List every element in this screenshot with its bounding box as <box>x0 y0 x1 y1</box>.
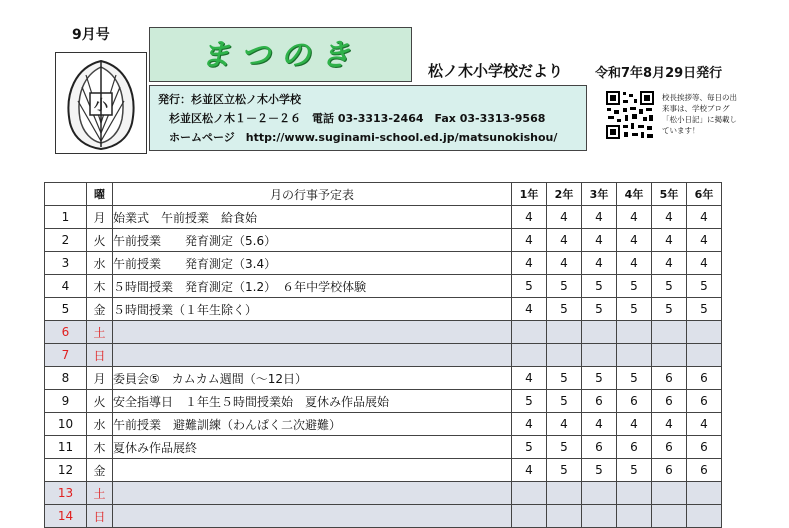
period-count-cell: 5 <box>582 459 617 482</box>
period-count-cell: 4 <box>512 229 547 252</box>
table-row <box>45 252 722 275</box>
event-cell <box>113 459 512 482</box>
period-count-cell: 6 <box>582 390 617 413</box>
period-count-cell: 5 <box>617 298 652 321</box>
day-cell: 5 <box>45 298 87 321</box>
table-header-row <box>45 183 722 206</box>
period-count-cell: 5 <box>617 367 652 390</box>
day-cell: 13 <box>45 482 87 505</box>
weekday-cell: 月 <box>87 367 113 390</box>
period-count-cell: 4 <box>547 252 582 275</box>
period-count-cell <box>547 321 582 344</box>
period-count-cell <box>652 344 687 367</box>
period-count-cell: 4 <box>512 298 547 321</box>
period-count-cell: 5 <box>512 275 547 298</box>
period-count-cell <box>582 505 617 528</box>
event-cell: 午前授業 避難訓練（わんぱく二次避難） <box>113 413 512 436</box>
weekday-cell: 水 <box>87 413 113 436</box>
weekday-cell: 土 <box>87 321 113 344</box>
table-row <box>45 390 722 413</box>
newsletter-title: まつのき <box>200 38 361 73</box>
grade-column-header: 2年 <box>547 183 582 206</box>
day-cell: 6 <box>45 321 87 344</box>
period-count-cell: 4 <box>687 252 722 275</box>
period-count-cell: 4 <box>652 229 687 252</box>
homepage-line: ホームページ http://www.suginami-school.ed.jp/matsunokishou/ <box>158 131 558 144</box>
svg-text:小: 小 <box>94 98 108 114</box>
period-count-cell: 5 <box>582 367 617 390</box>
period-count-cell: 4 <box>547 229 582 252</box>
period-count-cell <box>687 505 722 528</box>
period-count-cell: 6 <box>687 436 722 459</box>
period-count-cell: 4 <box>687 229 722 252</box>
period-count-cell: 6 <box>617 390 652 413</box>
issue-date: 令和7年8月29日発行 <box>595 66 723 81</box>
period-count-cell <box>617 482 652 505</box>
period-count-cell <box>512 505 547 528</box>
period-count-cell <box>512 482 547 505</box>
period-count-cell: 5 <box>652 275 687 298</box>
day-cell: 10 <box>45 413 87 436</box>
table-row <box>45 436 722 459</box>
event-cell: 委員会⑤ カムカム週間（～12日） <box>113 367 512 390</box>
period-count-cell: 6 <box>652 390 687 413</box>
period-count-cell: 4 <box>652 252 687 275</box>
paper-name: 松ノ木小学校だより <box>428 62 564 80</box>
grade-column-header: 1年 <box>512 183 547 206</box>
period-count-cell: 5 <box>547 298 582 321</box>
day-column-header <box>45 183 87 206</box>
period-count-cell: 5 <box>617 275 652 298</box>
period-count-cell: 5 <box>547 390 582 413</box>
period-count-cell <box>582 321 617 344</box>
event-cell <box>113 344 512 367</box>
period-count-cell: 6 <box>652 367 687 390</box>
period-count-cell: 4 <box>582 206 617 229</box>
newsletter-title-banner <box>149 27 412 82</box>
day-cell: 2 <box>45 229 87 252</box>
period-count-cell: 4 <box>582 229 617 252</box>
table-row <box>45 298 722 321</box>
period-count-cell: 6 <box>582 436 617 459</box>
period-count-cell: 6 <box>652 436 687 459</box>
event-cell: ５時間授業（１年生除く） <box>113 298 512 321</box>
table-row <box>45 344 722 367</box>
table-row <box>45 482 722 505</box>
weekday-cell: 木 <box>87 436 113 459</box>
period-count-cell <box>687 321 722 344</box>
period-count-cell: 5 <box>547 367 582 390</box>
qr-note: 校長挨拶等、毎日の出来事は、学校ブログ「松小日記」に掲載しています！ <box>662 93 737 135</box>
day-cell: 4 <box>45 275 87 298</box>
period-count-cell <box>547 505 582 528</box>
day-cell: 14 <box>45 505 87 528</box>
period-count-cell: 4 <box>617 206 652 229</box>
period-count-cell: 5 <box>547 436 582 459</box>
period-count-cell: 4 <box>512 206 547 229</box>
period-count-cell: 5 <box>687 275 722 298</box>
period-count-cell: 5 <box>512 390 547 413</box>
period-count-cell <box>582 482 617 505</box>
period-count-cell: 5 <box>582 298 617 321</box>
period-count-cell: 4 <box>512 459 547 482</box>
event-cell: 午前授業 発育測定（3.4） <box>113 252 512 275</box>
period-count-cell: 5 <box>687 298 722 321</box>
event-cell: 始業式 午前授業 給食始 <box>113 206 512 229</box>
day-cell: 8 <box>45 367 87 390</box>
period-count-cell <box>652 482 687 505</box>
period-count-cell: 5 <box>652 298 687 321</box>
period-count-cell: 5 <box>547 459 582 482</box>
weekday-cell: 火 <box>87 229 113 252</box>
day-cell: 11 <box>45 436 87 459</box>
weekday-cell: 月 <box>87 206 113 229</box>
period-count-cell: 4 <box>617 229 652 252</box>
period-count-cell: 4 <box>547 206 582 229</box>
publisher-info <box>149 85 587 151</box>
period-count-cell <box>512 344 547 367</box>
weekday-cell: 日 <box>87 505 113 528</box>
period-count-cell: 5 <box>512 436 547 459</box>
period-count-cell: 5 <box>617 459 652 482</box>
period-count-cell: 4 <box>547 413 582 436</box>
event-cell <box>113 482 512 505</box>
table-row <box>45 206 722 229</box>
weekday-cell: 水 <box>87 252 113 275</box>
table-row <box>45 275 722 298</box>
period-count-cell: 4 <box>617 413 652 436</box>
period-count-cell <box>652 505 687 528</box>
period-count-cell: 4 <box>652 206 687 229</box>
table-row <box>45 505 722 528</box>
day-cell: 9 <box>45 390 87 413</box>
publisher-line: 発行：杉並区立松ノ木小学校 <box>158 93 301 106</box>
event-cell <box>113 505 512 528</box>
day-cell: 7 <box>45 344 87 367</box>
day-cell: 1 <box>45 206 87 229</box>
period-count-cell: 6 <box>617 436 652 459</box>
qr-code-icon <box>605 90 655 140</box>
issue-label: 9月号 <box>72 27 110 43</box>
period-count-cell: 4 <box>687 413 722 436</box>
period-count-cell <box>547 344 582 367</box>
day-cell: 3 <box>45 252 87 275</box>
grade-column-header: 3年 <box>582 183 617 206</box>
period-count-cell: 4 <box>617 252 652 275</box>
period-count-cell: 4 <box>582 413 617 436</box>
period-count-cell: 5 <box>547 275 582 298</box>
period-count-cell: 6 <box>687 459 722 482</box>
period-count-cell <box>617 321 652 344</box>
period-count-cell: 4 <box>512 252 547 275</box>
events-column-header: 月の行事予定表 <box>113 183 512 206</box>
weekday-cell: 金 <box>87 459 113 482</box>
period-count-cell: 4 <box>512 367 547 390</box>
period-count-cell <box>617 344 652 367</box>
day-cell: 12 <box>45 459 87 482</box>
grade-column-header: 5年 <box>652 183 687 206</box>
schedule-table <box>44 182 722 528</box>
weekday-cell: 金 <box>87 298 113 321</box>
weekday-cell: 日 <box>87 344 113 367</box>
grade-column-header: 4年 <box>617 183 652 206</box>
school-emblem <box>55 52 147 154</box>
table-row <box>45 367 722 390</box>
event-cell: 夏休み作品展終 <box>113 436 512 459</box>
event-cell <box>113 321 512 344</box>
period-count-cell: 4 <box>687 206 722 229</box>
weekday-cell: 木 <box>87 275 113 298</box>
grade-column-header: 6年 <box>687 183 722 206</box>
period-count-cell: 4 <box>512 413 547 436</box>
weekday-cell: 土 <box>87 482 113 505</box>
event-cell: ５時間授業 発育測定（1.2） ６年中学校体験 <box>113 275 512 298</box>
period-count-cell <box>547 482 582 505</box>
school-emblem-graphic <box>56 53 146 153</box>
period-count-cell <box>687 482 722 505</box>
weekday-column-header: 曜 <box>87 183 113 206</box>
period-count-cell: 6 <box>652 459 687 482</box>
period-count-cell: 5 <box>582 275 617 298</box>
event-cell: 安全指導日 １年生５時間授業始 夏休み作品展始 <box>113 390 512 413</box>
period-count-cell <box>582 344 617 367</box>
period-count-cell <box>512 321 547 344</box>
period-count-cell <box>687 344 722 367</box>
weekday-cell: 火 <box>87 390 113 413</box>
table-row <box>45 229 722 252</box>
table-row <box>45 321 722 344</box>
address-line: 杉並区松ノ木１－２－２６ 電話 03-3313-2464 Fax 03-3313-9568 <box>158 112 546 125</box>
period-count-cell: 6 <box>687 390 722 413</box>
period-count-cell: 6 <box>687 367 722 390</box>
table-row <box>45 459 722 482</box>
table-row <box>45 413 722 436</box>
period-count-cell: 4 <box>582 252 617 275</box>
period-count-cell: 4 <box>652 413 687 436</box>
period-count-cell <box>617 505 652 528</box>
period-count-cell <box>652 321 687 344</box>
event-cell: 午前授業 発育測定（5.6） <box>113 229 512 252</box>
